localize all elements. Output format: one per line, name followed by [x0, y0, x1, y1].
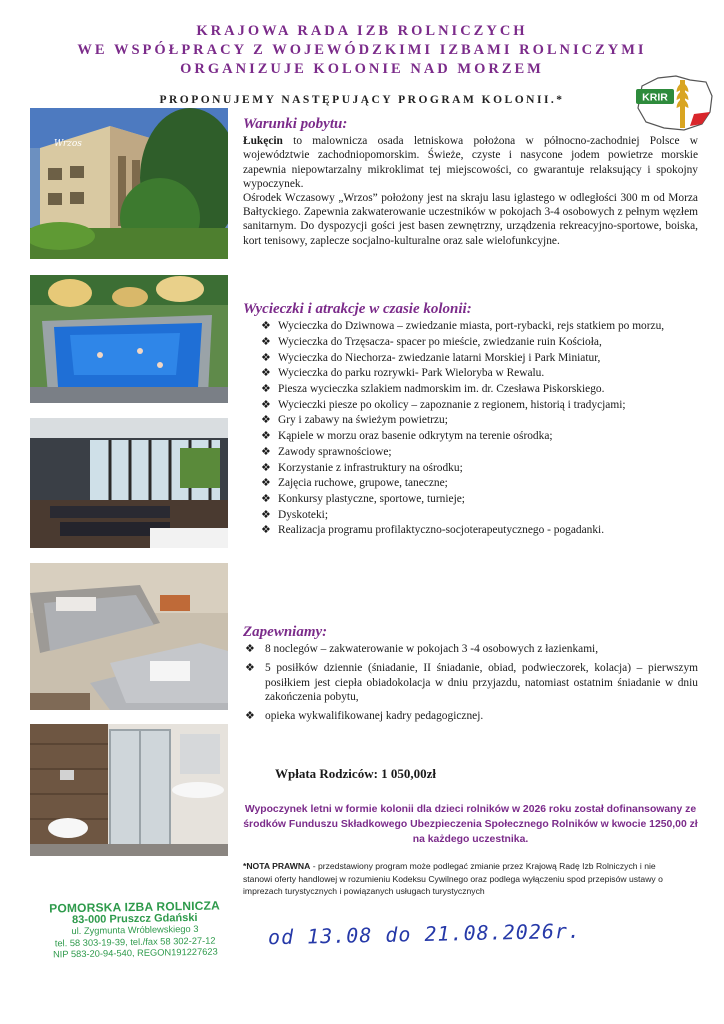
stamp-line-1: POMORSKA IZBA ROLNICZA [49, 898, 221, 916]
stamp-line-4: tel. 58 303-19-39, tel./fax 58 302-27-12 [54, 935, 216, 949]
legal-note [243, 860, 683, 898]
handwritten-dates: od 13.08 do 21.08.2026r. [267, 918, 582, 950]
photo-dining-hall [30, 418, 228, 548]
warunki-paragraph-2: Ośrodek Wczasowy „Wrzos” położony jest na skraju lasu iglastego w odległości 300 m od Morza Bałtyckiego. Zapewnia zakwaterowanie uczestników w pokojach 3-4 osobowych z pełnym węzłem sanitarnym. Do dyspozycji gości jest basen zewnętrzny, urządzenia rekreacyjno-sportowe, boiska, kort tenisowy, zaplecze socjalno-kulturalne oraz sale wielofunkcyjne. [243, 192, 698, 247]
header-line-3: ORGANIZUJE KOLONIE NAD MORZEM [180, 61, 544, 77]
section-warunki [243, 117, 698, 248]
photo-resort-building [30, 108, 228, 259]
diamond-bullet-icon: ❖ [261, 445, 271, 458]
photo-swimming-pool [30, 275, 228, 403]
stamp-line-5: NIP 583-20-94-540, REGON191227623 [52, 946, 218, 960]
list-item: ❖ Konkursy plastyczne, sportowe, turnieje; [261, 492, 465, 505]
diamond-bullet-icon: ❖ [261, 524, 271, 537]
building-sign: Wrzos [54, 139, 82, 149]
list-item: ❖ Korzystanie z infrastruktury na ośrodku; [261, 461, 463, 474]
list-item: ❖ Wycieczki piesze po okolicy – zapoznanie z regionem, historią i tradycjami; [261, 398, 626, 411]
parent-fee: Wpłata Rodziców: 1 050,00zł [275, 766, 437, 781]
legal-note-text: - przedstawiony program może podlegać zmianie przez Krajową Radę Izb Rolniczych i nie stanowi oferty handlowej w rozumieniu Kodeksu Cywilnego oraz podlega wyłączeniu spod przepisów ustawy o imprezach turystycznych i powiązanych usługach turystycznych [243, 861, 663, 897]
diamond-bullet-icon: ❖ [261, 398, 271, 411]
list-item: ❖ Zajęcia ruchowe, grupowe, taneczne; [261, 477, 448, 490]
diamond-bullet-icon: ❖ [261, 508, 271, 521]
organization-stamp [36, 900, 235, 961]
wycieczki-list [243, 319, 698, 537]
diamond-bullet-icon: ❖ [261, 477, 271, 490]
diamond-bullet-icon: ❖ [261, 430, 271, 443]
diamond-bullet-icon: ❖ [261, 335, 271, 348]
logo-text: KRIR [642, 91, 668, 104]
document-header [0, 22, 724, 79]
list-item: ❖ Wycieczka do Trzęsacza- spacer po mieście, zwiedzanie ruin Kościoła, [261, 335, 602, 348]
diamond-bullet-icon: ❖ [261, 383, 271, 396]
list-item: ❖ Zawody sprawnościowe; [261, 445, 392, 458]
list-item: ❖ 8 noclegów – zakwaterowanie w pokojach 3 -4 osobowych z łazienkami, [245, 643, 599, 656]
legal-note-label: *NOTA PRAWNA [243, 861, 311, 871]
diamond-bullet-icon: ❖ [261, 367, 271, 380]
list-item: ❖ opieka wykwalifikowanej kadry pedagogicznej. [245, 710, 484, 723]
funding-info: Wypoczynek letni w formie kolonii dla dzieci rolników w 2026 roku został dofinansowany ze środków Funduszu Składkowego Ubezpieczenia Społecznego Rolników w kwocie 1250,00 zł na każdego uczestnika. [243, 804, 698, 845]
section-wycieczki [243, 302, 698, 539]
list-item: ❖ Gry i zabawy na świeżym powietrzu; [261, 414, 448, 427]
section-zapewniamy [243, 625, 698, 728]
list-item: ❖ Wycieczka do parku rozrywki- Park Wieloryba w Rewalu. [261, 367, 545, 380]
wycieczki-title: Wycieczki i atrakcje w czasie kolonii: [243, 301, 472, 317]
diamond-bullet-icon: ❖ [261, 492, 271, 505]
header-line-2: WE WSPÓŁPRACY Z WOJEWÓDZKIMI IZBAMI ROLNICZYMI [77, 42, 647, 58]
list-item: ❖ 5 posiłków dziennie (śniadanie, II śniadanie, obiad, podwieczorek, kolacja) – pierwszym posiłkiem jest ciepła obiadokolacja w dniu przyjazdu, natomiast ostatnim śniadanie w dniu zakończenia pobytu, [245, 662, 698, 703]
diamond-bullet-icon: ❖ [261, 414, 271, 427]
list-item: ❖ Dyskoteki; [261, 508, 328, 521]
list-item: ❖ Realizacja programu profilaktyczno-socjoterapeutycznego - pogadanki. [261, 524, 605, 537]
diamond-bullet-icon: ❖ [245, 643, 255, 656]
list-item: ❖ Kąpiele w morzu oraz basenie odkrytym na terenie ośrodka; [261, 430, 553, 443]
diamond-bullet-icon: ❖ [245, 662, 255, 675]
list-item: ❖ Wycieczka do Dziwnowa – zwiedzanie miasta, port-rybacki, rejs statkiem po morzu, [261, 320, 665, 333]
warunki-place-name: Łukęcin [243, 135, 283, 148]
diamond-bullet-icon: ❖ [261, 351, 271, 364]
stamp-line-2: 83-000 Pruszcz Gdański [72, 911, 198, 926]
zapewniamy-title: Zapewniamy: [243, 624, 328, 640]
diamond-bullet-icon: ❖ [261, 461, 271, 474]
stamp-line-3: ul. Zygmunta Wróblewskiego 3 [71, 924, 199, 937]
program-subtitle: PROPONUJEMY NASTĘPUJĄCY PROGRAM KOLONII.* [159, 94, 565, 106]
warunki-title: Warunki pobytu: [243, 116, 348, 132]
warunki-paragraph-1 [243, 134, 698, 191]
header-line-1: KRAJOWA RADA IZB ROLNICZYCH [196, 23, 528, 39]
list-item: ❖ Piesza wycieczka szlakiem nadmorskim im. dr. Czesława Piskorskiego. [261, 383, 605, 396]
photo-bathroom [30, 724, 228, 856]
photo-bedroom [30, 563, 228, 710]
warunki-text-1: to malownicza osada letniskowa położona w północno-zachodniej Polsce w województwie zachodniopomorskim. Świeże, czyste i nasycone jodem powietrze morskie zapewnia niepowtarzalny mikroklimat tej miejscowości, co gwarantuje relaksujący i spokojny wypoczynek. [243, 135, 698, 190]
diamond-bullet-icon: ❖ [245, 710, 255, 723]
diamond-bullet-icon: ❖ [261, 320, 271, 333]
zapewniamy-list [243, 642, 698, 723]
list-item: ❖ Wycieczka do Niechorza- zwiedzanie latarni Morskiej i Park Miniatur, [261, 351, 601, 364]
